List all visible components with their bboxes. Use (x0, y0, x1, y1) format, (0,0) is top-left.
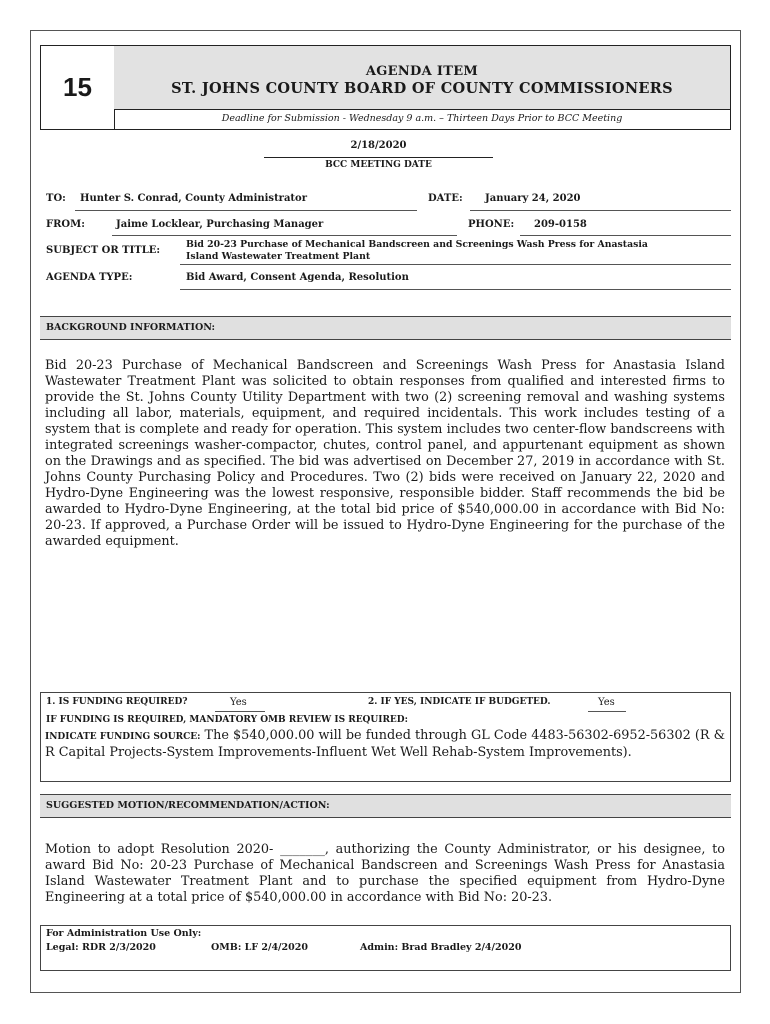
meeting-date: 2/18/2020 (350, 140, 407, 151)
funding-required-underline (215, 711, 265, 712)
budgeted-value: Yes (598, 697, 615, 708)
subject-underline (180, 264, 731, 265)
meeting-date-rule (264, 157, 493, 158)
phone-underline (520, 235, 731, 236)
phone-value: 209-0158 (534, 219, 587, 230)
agenda-title-line2: ST. JOHNS COUNTY BOARD OF COUNTY COMMISSIONERS (171, 80, 673, 97)
motion-text: Motion to adopt Resolution 2020- _______, authorizing the County Administrator, or his designee, to award Bid No: 20-23 Purchase of Mechanical Bandscreen and Screenings Wash Press for Anastasia Island Wastewater Treatment Plant and to purchase the specified equipment from Hydro-Dyne Engineering at a total price of $540,000.00 in accordance with Bid No: 20-23. (45, 842, 725, 905)
funding-required-label: 1. IS FUNDING REQUIRED? (46, 697, 188, 707)
agenda-type-underline (180, 289, 731, 290)
funding-source-text: The $540,000.00 will be funded through GL Code 4483-56302-6952-56302 (R & R Capital Projects-System Improvements-Influent Wet Well Rehab-System Improvements). (45, 728, 725, 760)
background-text: Bid 20-23 Purchase of Mechanical Bandscreen and Screenings Wash Press for Anastasia Island Wastewater Treatment Plant was solicited to obtain responses from qualified and interested firms to provide the St. Johns County Utility Department with two (2) screening removal and washing systems including all labor, materials, equipment, and required incidentals. This work includes testing of a system that is complete and ready for operation. This system includes two center-flow bandscreens with integrated screenings washer-compactor, chutes, control panel, and appurtenant equipment as shown on the Drawings and as specified. The bid was advertised on December 27, 2019 in accordance with St. Johns County Purchasing Policy and Procedures. Two (2) bids were received on January 22, 2020 and Hydro-Dyne Engineering was the lowest responsive, responsible bidder. Staff recommends the bid be awarded to Hydro-Dyne Engineering, at the total bid price of $540,000.00 in accordance with Bid No: 20-23. If approved, a Purchase Order will be issued to Hydro-Dyne Engineering for the purchase of the awarded equipment. (45, 358, 725, 549)
to-value: Hunter S. Conrad, County Administrator (80, 193, 307, 204)
phone-label: PHONE: (468, 219, 515, 230)
subject-line1: Bid 20-23 Purchase of Mechanical Bandscreen and Screenings Wash Press for Anastasia (186, 239, 648, 250)
from-underline (112, 235, 457, 236)
subject-line2: Island Wastewater Treatment Plant (186, 251, 371, 262)
agenda-title-line1: AGENDA ITEM (365, 64, 479, 79)
admin-omb: OMB: LF 2/4/2020 (211, 942, 308, 953)
date-label: DATE: (428, 193, 463, 204)
date-value: January 24, 2020 (485, 193, 581, 204)
motion-heading: SUGGESTED MOTION/RECOMMENDATION/ACTION: (40, 794, 731, 818)
funding-required-value: Yes (230, 697, 247, 708)
agenda-title-block (114, 46, 730, 110)
funding-source-label: INDICATE FUNDING SOURCE: (45, 732, 201, 742)
to-underline (75, 210, 417, 211)
from-value: Jaime Locklear, Purchasing Manager (116, 219, 324, 230)
budgeted-underline (588, 711, 626, 712)
background-heading: BACKGROUND INFORMATION: (40, 316, 731, 340)
agenda-header (40, 45, 731, 130)
agenda-type-label: AGENDA TYPE: (46, 272, 133, 283)
omb-review-note: IF FUNDING IS REQUIRED, MANDATORY OMB REVIEW IS REQUIRED: (46, 715, 408, 725)
admin-heading: For Administration Use Only: (46, 928, 202, 939)
agenda-type-value: Bid Award, Consent Agenda, Resolution (186, 272, 409, 283)
budgeted-label: 2. IF YES, INDICATE IF BUDGETED. (368, 697, 551, 707)
to-label: TO: (46, 193, 66, 204)
agenda-item-number: 15 (41, 46, 115, 129)
funding-source (45, 728, 725, 761)
subject-label: SUBJECT OR TITLE: (46, 245, 161, 256)
admin-legal: Legal: RDR 2/3/2020 (46, 942, 156, 953)
date-underline (470, 210, 731, 211)
admin-signoff: Admin: Brad Bradley 2/4/2020 (360, 942, 522, 953)
submission-deadline: Deadline for Submission - Wednesday 9 a.m. – Thirteen Days Prior to BCC Meeting (221, 113, 623, 124)
meeting-date-caption: BCC MEETING DATE (325, 160, 432, 170)
from-label: FROM: (46, 219, 85, 230)
